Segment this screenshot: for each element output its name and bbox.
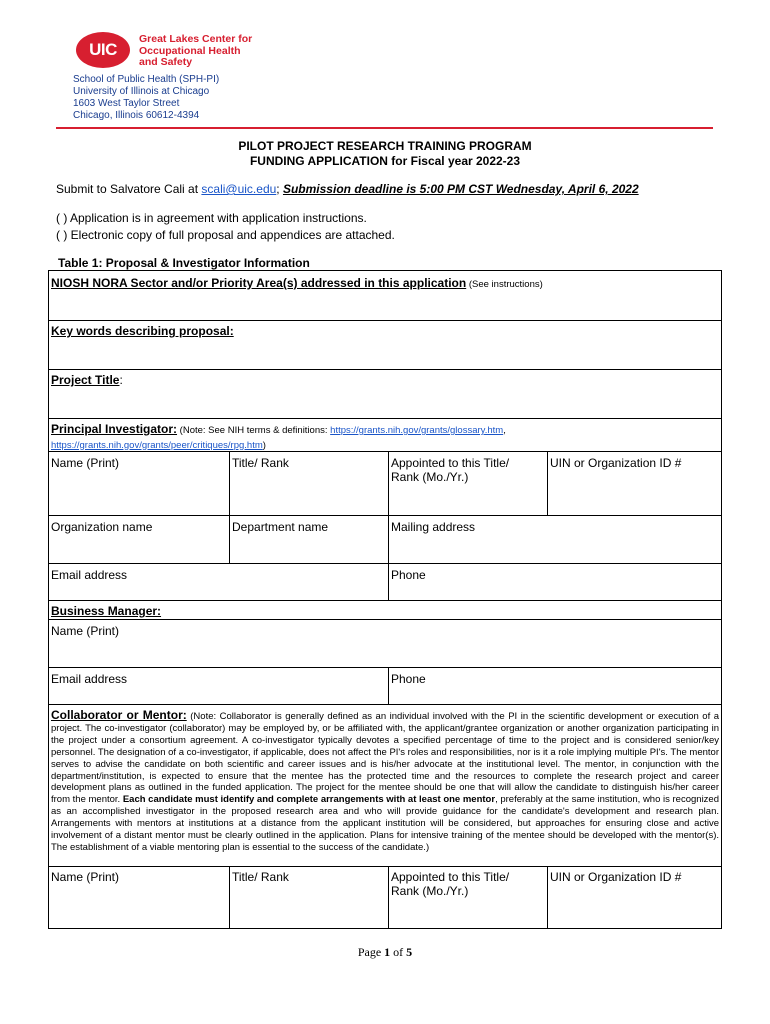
page-word: Page [357, 945, 385, 959]
address-line: 1603 West Taylor Street [73, 98, 180, 109]
org-name-line: Great Lakes Center for [139, 33, 253, 45]
table-caption: Table 1: Proposal & Investigator Information [58, 256, 310, 270]
pi-note: ) [262, 439, 266, 451]
header-divider [56, 127, 713, 129]
pi-note: , [503, 425, 506, 436]
appointed-line: Rank (Mo./Yr.) [391, 884, 469, 898]
collab-note-text: (Note: Collaborator is generally defined as an individual involved with the PI in the scientific development or execution of a project. The co-investigator (collaborator) may be employed by, or be affiliated with, the applicant/grantee organization or another organization participating in the project under a consortium agreement. A co-investigator typically devotes a specified percentage of time to the project and is considered senior/key personnel. The designation of a co-investigator, if applicable, does not affect the PI's roles and responsibilities, nor is it a role implying multiple PI's. The mentor serves to advise the candidate on both scientific and career issues and is his/her advocate at the institutional level. The mentor, in conjunction with the department/institution, is expected to ensure that the mentee has the protected time and the resources to complete the research project and career development plans as outlined in the funded application. The project for the mentee should be one that will allow the candidate to distinguish his/her career from the mentor. [51, 711, 720, 806]
page-number: 1 [384, 945, 391, 959]
pi-title-field[interactable]: Title/ Rank [232, 456, 289, 470]
pi-name-field[interactable]: Name (Print) [51, 456, 120, 470]
collab-note-text: , preferably at the same institution, who is recognized as an accomplished investigator in the proposed research area and who will provide guidance for the candidate's development and research plan. Arrangements with mentors at institutions at a distance from the applicant institution will be considered, but approaches for ensuring close and active involvement of a distant mentor must be clearly outlined in the application. Plans for intensive training of the mentee should be developed with the mentor(s). The establishment of a viable mentoring plan is essential to the success of the candidate.) [51, 794, 719, 853]
page-footer [0, 945, 770, 960]
row-divider [48, 418, 722, 419]
nora-note: (See instructions) [466, 279, 543, 290]
org-name [139, 34, 252, 69]
row-divider [48, 600, 722, 601]
pi-note: (Note: See NIH terms & definitions: [177, 425, 331, 436]
row-divider [48, 619, 722, 620]
org-name-line: Occupational Health [139, 44, 241, 57]
pi-email-field[interactable]: Email address [51, 568, 128, 582]
collaborator-label: Collaborator or Mentor: [51, 708, 187, 722]
collab-uin-field[interactable]: UIN or Organization ID # [550, 870, 682, 884]
keywords-label[interactable]: Key words describing proposal: [51, 324, 234, 338]
collab-note-bold: Each candidate must identify and complete arrangements with at least one mentor [122, 794, 496, 806]
collab-title-field[interactable]: Title/ Rank [232, 870, 289, 884]
page-subtitle: FUNDING APPLICATION for Fiscal year 2022-23 [249, 154, 521, 168]
col-divider [388, 866, 389, 929]
of-word: of [390, 945, 407, 959]
critiques-link[interactable]: https://grants.nih.gov/grants/peer/critiques/rpg.htm [51, 439, 263, 451]
submission-deadline: Submission deadline is 5:00 PM CST Wednesday, April 6, 2022 [282, 182, 639, 196]
collaborator-note [51, 710, 719, 854]
uic-logo: UIC [76, 32, 130, 68]
address-line: University of Illinois at Chicago [73, 86, 210, 97]
col-divider [547, 866, 548, 929]
checklist-item[interactable]: ( ) Application is in agreement with application instructions. [56, 211, 367, 225]
project-title-colon: : [119, 373, 123, 387]
nora-label: NIOSH NORA Sector and/or Priority Area(s) addressed in this application [51, 276, 467, 290]
bm-name-field[interactable]: Name (Print) [51, 624, 120, 638]
appointed-line: Appointed to this Title/ [391, 870, 510, 884]
org-name-line: and Safety [139, 56, 193, 68]
bm-phone-field[interactable]: Phone [391, 672, 426, 686]
pi-uin-field[interactable]: UIN or Organization ID # [550, 456, 682, 470]
nora-field[interactable] [51, 276, 543, 292]
submission-prefix: Submit to Salvatore Cali at [56, 182, 202, 196]
appointed-line: Rank (Mo./Yr.) [391, 470, 469, 484]
address-line: School of Public Health (SPH-PI) [73, 74, 220, 85]
project-title-label: Project Title [51, 373, 120, 387]
submission-sep: ; [276, 182, 283, 196]
row-divider [48, 866, 722, 867]
col-divider [229, 866, 230, 929]
glossary-link[interactable]: https://grants.nih.gov/grants/glossary.htm [330, 425, 504, 436]
page-total: 5 [406, 945, 413, 959]
row-divider [48, 369, 722, 370]
col-divider [547, 451, 548, 515]
col-divider [229, 451, 230, 563]
address-block [73, 74, 219, 122]
col-divider [388, 667, 389, 704]
collab-appointed-field[interactable] [391, 870, 509, 898]
row-divider [48, 320, 722, 321]
pi-mailing-field[interactable]: Mailing address [391, 520, 476, 534]
submission-line [56, 182, 639, 196]
bm-label: Business Manager: [51, 604, 162, 618]
row-divider [48, 704, 722, 705]
row-divider [48, 563, 722, 564]
collab-name-field[interactable]: Name (Print) [51, 870, 120, 884]
pi-phone-field[interactable]: Phone [391, 568, 426, 582]
pi-dept-field[interactable]: Department name [232, 520, 329, 534]
page-title: PILOT PROJECT RESEARCH TRAINING PROGRAM [238, 139, 532, 153]
checklist-item[interactable]: ( ) Electronic copy of full proposal and appendices are attached. [56, 228, 395, 242]
email-link[interactable]: scali@uic.edu [201, 182, 277, 196]
row-divider [48, 667, 722, 668]
col-divider [388, 451, 389, 600]
pi-org-field[interactable]: Organization name [51, 520, 153, 534]
row-divider [48, 515, 722, 516]
bm-email-field[interactable]: Email address [51, 672, 128, 686]
pi-label: Principal Investigator: [51, 422, 178, 436]
appointed-line: Appointed to this Title/ [391, 456, 510, 470]
pi-appointed-field[interactable] [391, 456, 509, 484]
project-title-field[interactable] [51, 373, 123, 387]
address-line: Chicago, Illinois 60612-4394 [73, 110, 200, 121]
pi-header [51, 423, 719, 452]
